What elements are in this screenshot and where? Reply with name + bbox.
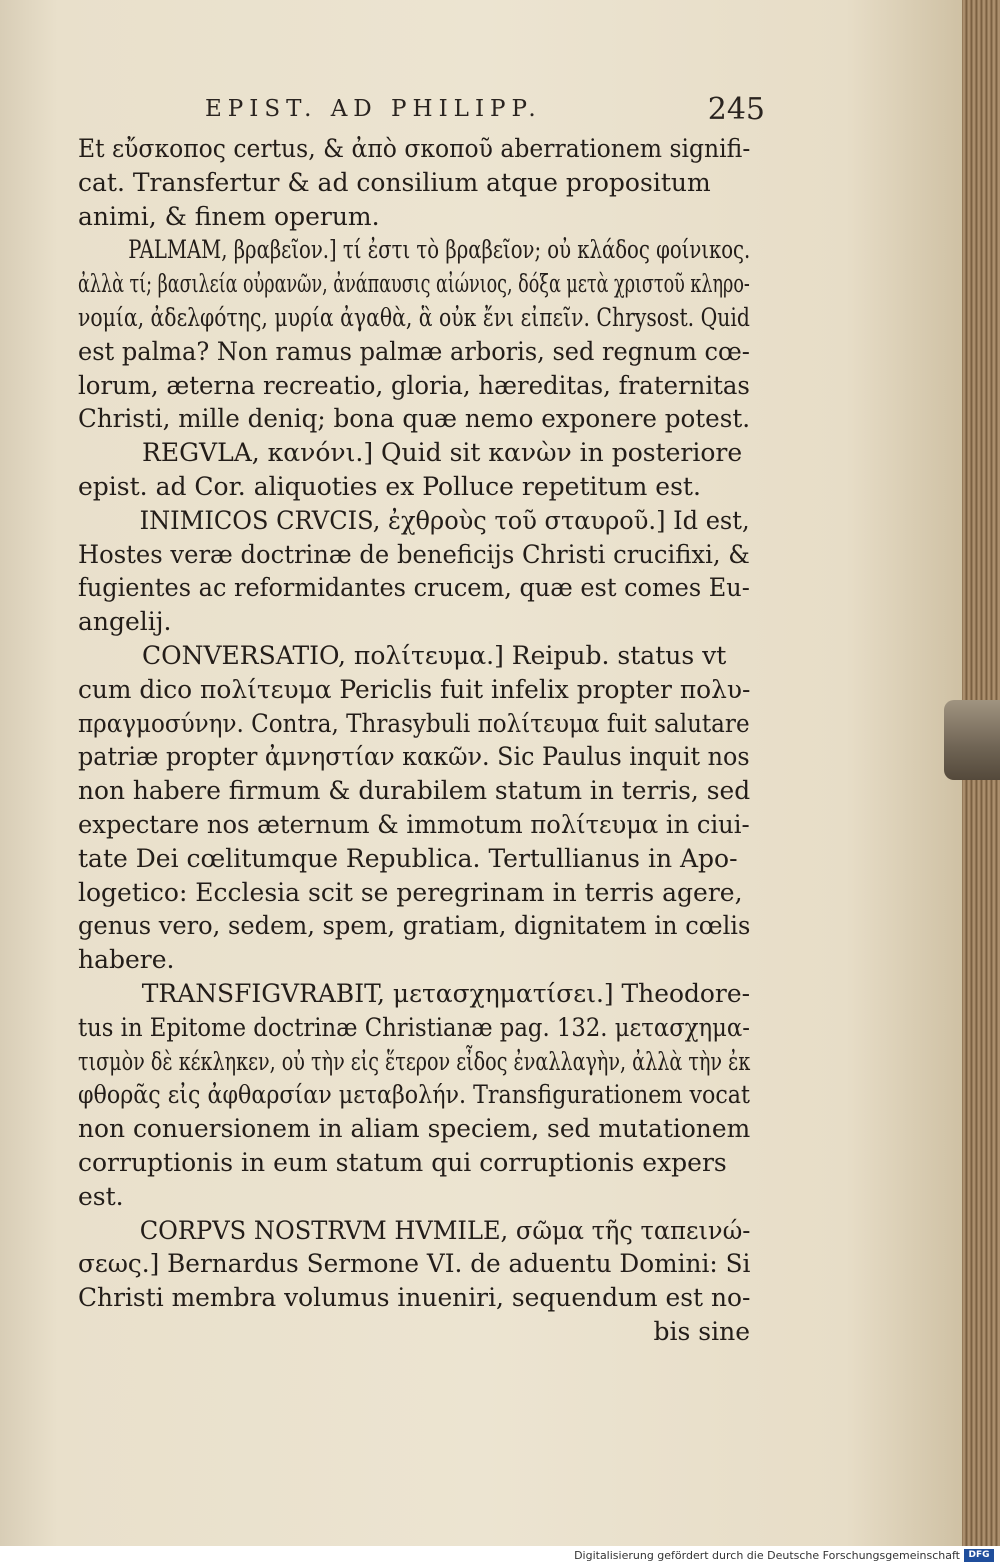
text-line: TRANSFIGVRABIT, μετασχηματίσει.] Theodore-	[141, 978, 751, 1008]
text-line: CONVERSATIO, πολίτευμα.] Reipub. status vt	[142, 640, 727, 670]
text-line: τισμὸν δὲ κέκληκεν, οὐ τὴν εἰς ἕτερον εἶδος ἐναλλαγὴν, ἀλλὰ τὴν ἐκ	[78, 1046, 751, 1076]
text-line: est palma? Non ramus palmæ arboris, sed regnum cœ-	[78, 336, 750, 366]
text-line: corruptionis in eum statum qui corruptionis expers	[78, 1147, 727, 1177]
book-clip	[944, 700, 1000, 780]
text-line: cat. Transfertur & ad consilium atque propositum	[78, 167, 711, 197]
page-header	[205, 92, 765, 132]
dfg-logo-icon: DFG	[964, 1549, 994, 1562]
text-line: INIMICOS CRVCIS, ἐχθροὺς τοῦ σταυροῦ.] Id est,	[139, 505, 750, 535]
running-title: EPIST. AD PHILIPP.	[205, 96, 542, 122]
text-line: PALMAM, βραβεῖον.] τί ἐστι τὸ βραβεῖον; οὐ κλάδος φοίνικος.	[128, 235, 751, 265]
text-line: habere.	[78, 945, 175, 975]
text-line: CORPVS NOSTRVM HVMILE, σῶμα τῆς ταπεινώ-	[139, 1215, 751, 1245]
text-line: non conuersionem in aliam speciem, sed mutationem	[78, 1114, 751, 1144]
page-number: 245	[707, 92, 765, 127]
text-line: νομία, ἀδελφότης, μυρία ἀγαθὰ, ἃ οὐκ ἔνι εἰπεῖν. Chrysost. Quid	[78, 302, 750, 332]
body-text	[78, 132, 750, 1349]
text-line: tate Dei cœlitumque Republica. Tertullianus in Apo-	[78, 843, 738, 873]
text-line: πραγμοσύνην. Contra, Thrasybuli πολίτευμα fuit salutare	[78, 708, 750, 738]
text-line: Et εὔσκοπος certus, & ἀπὸ σκοποῦ aberrationem signifi-	[78, 134, 751, 163]
text-line: animi, & finem operum.	[78, 201, 380, 231]
catchword: bis sine	[653, 1316, 750, 1346]
text-line: tus in Epitome doctrinæ Christianæ pag. 132. μετασχημα-	[78, 1012, 750, 1042]
text-line: Christi membra volumus inueniri, sequendum est no-	[78, 1283, 751, 1313]
text-line: ἀλλὰ τί; βασιλεία οὐρανῶν, ἀνάπαυσις αἰώνιος, δόξα μετὰ χριστοῦ κληρο-	[78, 269, 750, 299]
text-line: REGVLA, κανόνι.] Quid sit κανὼν in posteriore	[142, 438, 743, 468]
text-line: genus vero, sedem, spem, gratiam, dignitatem in cœlis	[78, 911, 751, 941]
digitization-note: Digitalisierung gefördert durch die Deutsche Forschungsgemeinschaft	[574, 1549, 960, 1562]
text-line: logetico: Ecclesia scit se peregrinam in terris agere,	[78, 877, 743, 907]
text-line: cum dico πολίτευμα Periclis fuit infelix propter πολυ-	[78, 674, 751, 704]
text-line: est.	[78, 1181, 124, 1211]
text-line: lorum, æterna recreatio, gloria, hæreditas, fraternitas	[78, 370, 750, 400]
text-line: φθορᾶς εἰς ἀφθαρσίαν μεταβολήν. Transfigurationem vocat	[78, 1080, 750, 1110]
text-line: expectare nos æternum & immotum πολίτευμα in ciui-	[78, 809, 750, 839]
text-line: patriæ propter ἀμνηστίαν κακῶν. Sic Paulus inquit nos	[78, 742, 750, 772]
text-line: σεως.] Bernardus Sermone VI. de aduentu Domini: Si	[78, 1249, 751, 1279]
text-line: fugientes ac reformidantes crucem, quæ est comes Eu-	[78, 573, 750, 603]
text-line: epist. ad Cor. aliquoties ex Polluce repetitum est.	[78, 471, 701, 501]
text-line: Christi, mille deniq; bona quæ nemo exponere potest.	[78, 404, 751, 434]
footer-bar	[0, 1546, 1000, 1566]
text-line: angelij.	[78, 607, 172, 637]
text-line: Hostes veræ doctrinæ de beneficijs Christi crucifixi, &	[78, 539, 750, 569]
text-line: non habere firmum & durabilem statum in terris, sed	[78, 776, 751, 806]
